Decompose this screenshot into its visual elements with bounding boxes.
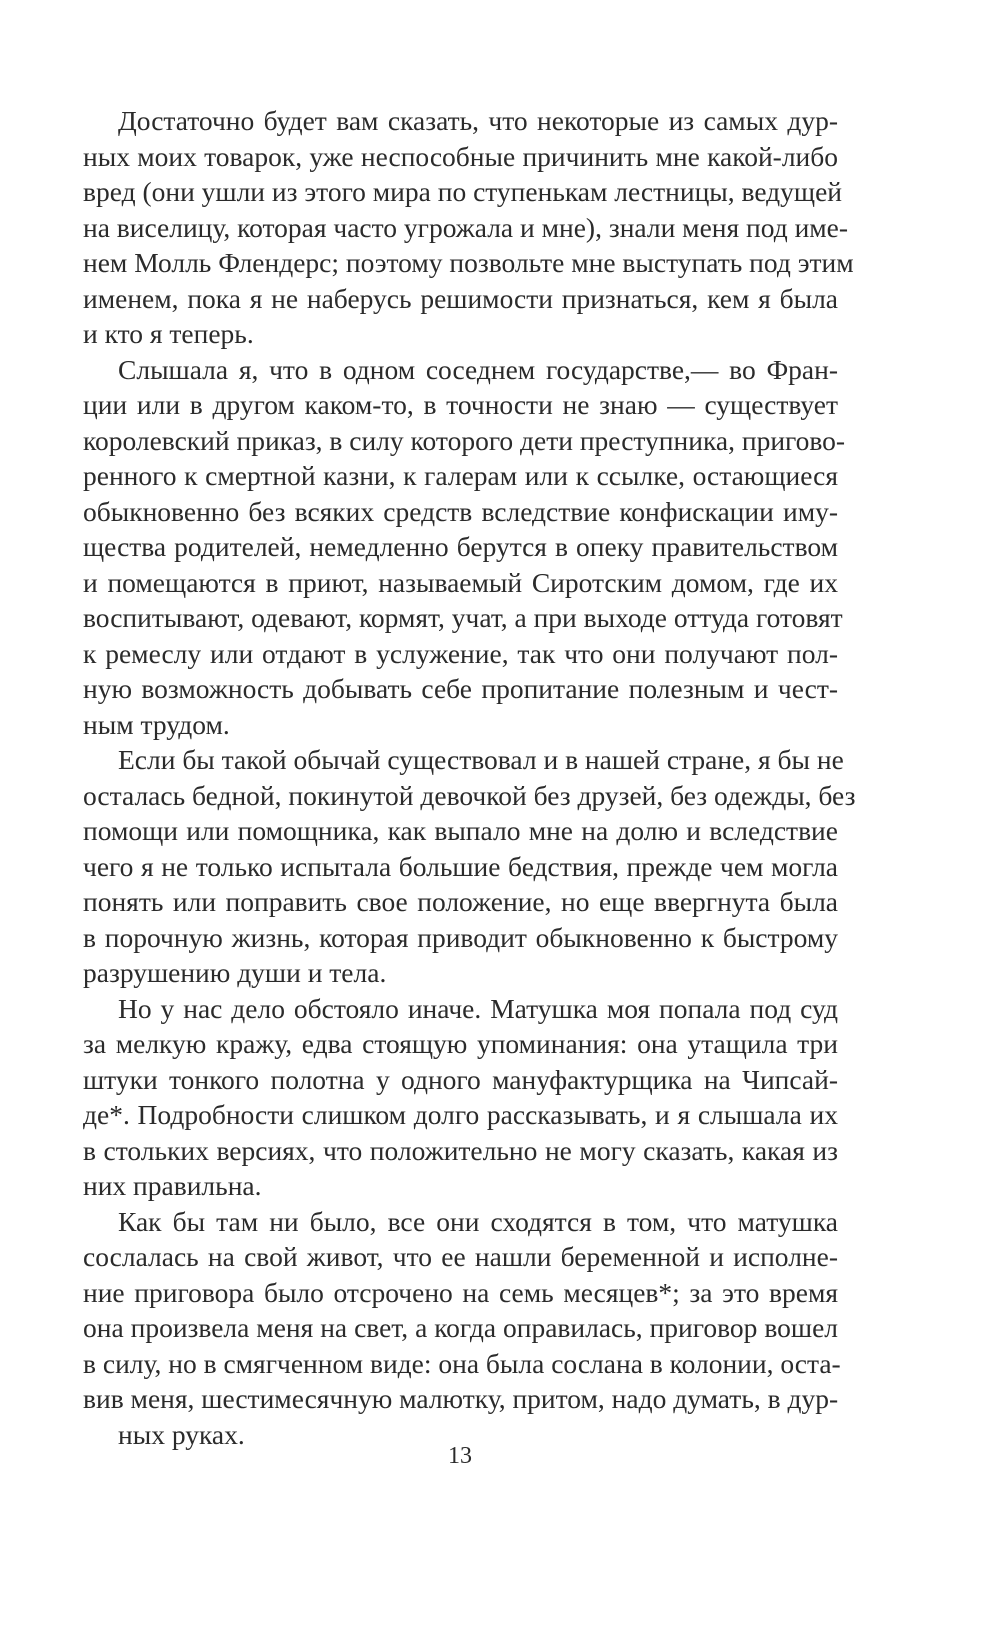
text-line: Слышала я, что в одном соседнем государстве,— во Фран- — [118, 353, 838, 385]
text-line: ции или в другом каком-то, в точности не знаю — существует — [83, 389, 838, 420]
text-line: именем, пока я не наберусь решимости признаться, кем я была — [83, 282, 838, 314]
paragraph-3 — [83, 742, 856, 991]
text-line: ных моих товарок, уже неспособные причинить мне какой-либо — [83, 140, 838, 172]
paragraph-2 — [83, 352, 846, 743]
text-line: в порочную жизнь, которая приводит обыкновенно к быстрому — [83, 921, 838, 953]
text-line: штуки тонкого полотна у одного мануфактурщика на Чипсай- — [83, 1063, 838, 1095]
text-line: ние приговора было отсрочено на семь месяцев*; за это время — [83, 1276, 838, 1308]
text-line: вред (они ушли из этого мира по ступенькам лестницы, ведущей — [83, 176, 843, 207]
paragraph-1 — [83, 103, 854, 352]
text-line: и кто я теперь. — [83, 318, 254, 349]
text-line: помощи или помощника, как выпало мне на долю и вследствие — [83, 815, 838, 846]
text-line: обыкновенно без всяких средств вследствие конфискации иму- — [83, 495, 838, 527]
text-line: разрушению души и тела. — [83, 957, 387, 988]
text-line: воспитывают, одевают, кормят, учат, а при выходе оттуда готовят — [83, 602, 843, 633]
text-line: она произвела меня на свет, а когда оправилась, приговор вошел — [83, 1312, 838, 1343]
text-line: ренного к смертной казни, к галерам или к ссылке, остающиеся — [83, 460, 838, 491]
text-line: ных руках. — [118, 1418, 245, 1450]
text-line: ным трудом. — [83, 708, 230, 740]
text-line: вив меня, шестимесячную малютку, притом, надо думать, в дур- — [83, 1383, 839, 1414]
text-line: ную возможность добывать себе пропитание полезным и чест- — [83, 673, 838, 704]
text-line: королевский приказ, в силу которого дети преступника, пригово- — [83, 424, 846, 456]
text-line: к ремеслу или отдают в услужение, так что они получают пол- — [83, 637, 838, 669]
paragraph-4 — [83, 991, 838, 1204]
text-line: них правильна. — [83, 1170, 262, 1201]
page-text — [83, 103, 856, 1452]
page-number: 13 — [448, 1443, 472, 1469]
text-line: щества родителей, немедленно берутся в опеку правительством — [83, 531, 838, 562]
text-line: понять или поправить свое положение, но еще ввергнута была — [83, 886, 838, 917]
text-line: Если бы такой обычай существовал и в нашей стране, я бы не — [118, 744, 844, 775]
text-line: чего я не только испытала большие бедствия, прежде чем могла — [83, 850, 838, 882]
text-line: Достаточно будет вам сказать, что некоторые из самых дур- — [118, 105, 838, 136]
text-line: Но у нас дело обстояло иначе. Матушка моя попала под суд — [118, 992, 838, 1024]
text-line: за мелкую кражу, едва стоящую упоминания: она утащила три — [83, 1028, 838, 1059]
text-line: в стольких версиях, что положительно не могу сказать, какая из — [83, 1134, 838, 1166]
text-line: и помещаются в приют, называемый Сиротским домом, где их — [83, 566, 838, 598]
text-line: на виселицу, которая часто угрожала и мне), знали меня под име- — [83, 211, 849, 243]
text-line: нем Молль Флендерс; поэтому позвольте мне выступать под этим — [83, 247, 854, 278]
text-line: осталась бедной, покинутой девочкой без друзей, без одежды, без — [83, 779, 856, 811]
paragraph-5 — [83, 1204, 841, 1453]
text-line: сослалась на свой живот, что ее нашли беременной и исполне- — [83, 1241, 838, 1272]
text-line: в силу, но в смягченном виде: она была сослана в колонии, оста- — [83, 1347, 841, 1379]
text-line: Как бы там ни было, все они сходятся в том, что матушка — [118, 1205, 838, 1237]
text-line: де*. Подробности слишком долго рассказывать, и я слышала их — [83, 1099, 838, 1130]
